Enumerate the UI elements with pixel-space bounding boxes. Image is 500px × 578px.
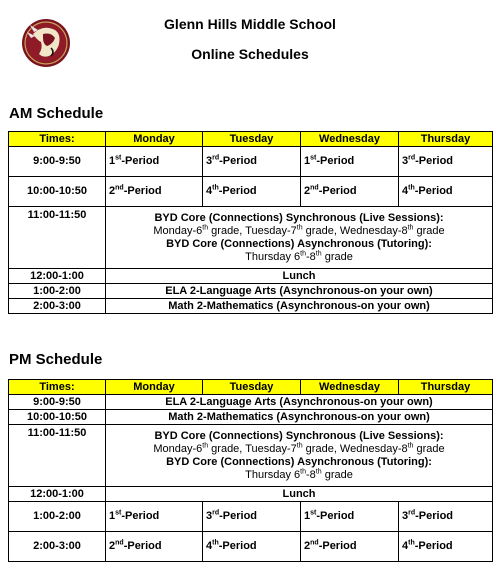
time-cell: 11:00-11:50 (9, 425, 106, 487)
pm-schedule-table (8, 379, 493, 562)
pm-schedule-heading: PM Schedule (9, 351, 103, 368)
period-cell: 3rd-Period (399, 502, 493, 532)
am-schedule-table (8, 131, 493, 314)
header-monday: Monday (106, 132, 203, 147)
period-cell: 3rd-Period (203, 147, 301, 177)
table-row (9, 299, 493, 314)
period-cell: 1st-Period (106, 147, 203, 177)
core-connections-cell: BYD Core (Connections) Synchronous (Live Sessions): Monday-6th grade, Tuesday-7th grade, Wednesday-8th grade BYD Core (Connections) Asynchronous (Tutoring): Thursday 6th-8th grade (106, 425, 493, 487)
period-cell: 2nd-Period (106, 177, 203, 207)
header-times: Times: (9, 380, 106, 395)
period-cell: 2nd-Period (301, 532, 399, 562)
math-cell: Math 2-Mathematics (Asynchronous-on your own) (106, 410, 493, 425)
period-cell: 4th-Period (399, 177, 493, 207)
time-cell: 10:00-10:50 (9, 177, 106, 207)
period-cell: 2nd-Period (106, 532, 203, 562)
time-cell: 12:00-1:00 (9, 487, 106, 502)
core-connections-cell: BYD Core (Connections) Synchronous (Live Sessions): Monday-6th grade, Tuesday-7th grade, Wednesday-8th grade BYD Core (Connections) Asynchronous (Tutoring): Thursday 6th-8th grade (106, 207, 493, 269)
time-cell: 1:00-2:00 (9, 284, 106, 299)
table-row (9, 395, 493, 410)
period-cell: 4th-Period (399, 532, 493, 562)
table-row (9, 532, 493, 562)
header-tuesday: Tuesday (203, 132, 301, 147)
table-row (9, 177, 493, 207)
time-cell: 2:00-3:00 (9, 299, 106, 314)
table-header-row (9, 132, 493, 147)
table-row (9, 147, 493, 177)
time-cell: 11:00-11:50 (9, 207, 106, 269)
time-cell: 2:00-3:00 (9, 532, 106, 562)
period-cell: 3rd-Period (203, 502, 301, 532)
lunch-cell: Lunch (106, 487, 493, 502)
table-row (9, 410, 493, 425)
period-cell: 3rd-Period (399, 147, 493, 177)
header-monday: Monday (106, 380, 203, 395)
period-cell: 1st-Period (106, 502, 203, 532)
table-row (9, 284, 493, 299)
period-cell: 1st-Period (301, 147, 399, 177)
period-cell: 4th-Period (203, 532, 301, 562)
table-row (9, 487, 493, 502)
time-cell: 10:00-10:50 (9, 410, 106, 425)
table-row (9, 502, 493, 532)
table-row (9, 425, 493, 487)
time-cell: 9:00-9:50 (9, 147, 106, 177)
header-tuesday: Tuesday (203, 380, 301, 395)
header-times: Times: (9, 132, 106, 147)
table-header-row (9, 380, 493, 395)
ela-cell: ELA 2-Language Arts (Asynchronous-on your own) (106, 284, 493, 299)
table-row (9, 269, 493, 284)
table-row (9, 207, 493, 269)
time-cell: 12:00-1:00 (9, 269, 106, 284)
period-cell: 1st-Period (301, 502, 399, 532)
page-title: Online Schedules (191, 46, 309, 62)
period-cell: 2nd-Period (301, 177, 399, 207)
math-cell: Math 2-Mathematics (Asynchronous-on your own) (106, 299, 493, 314)
header-thursday: Thursday (399, 380, 493, 395)
header-wednesday: Wednesday (301, 380, 399, 395)
period-cell: 4th-Period (203, 177, 301, 207)
am-schedule-heading: AM Schedule (9, 105, 104, 122)
lunch-cell: Lunch (106, 269, 493, 284)
ela-cell: ELA 2-Language Arts (Asynchronous-on your own) (106, 395, 493, 410)
school-name: Glenn Hills Middle School (164, 16, 336, 32)
header-wednesday: Wednesday (301, 132, 399, 147)
time-cell: 1:00-2:00 (9, 502, 106, 532)
time-cell: 9:00-9:50 (9, 395, 106, 410)
header-thursday: Thursday (399, 132, 493, 147)
